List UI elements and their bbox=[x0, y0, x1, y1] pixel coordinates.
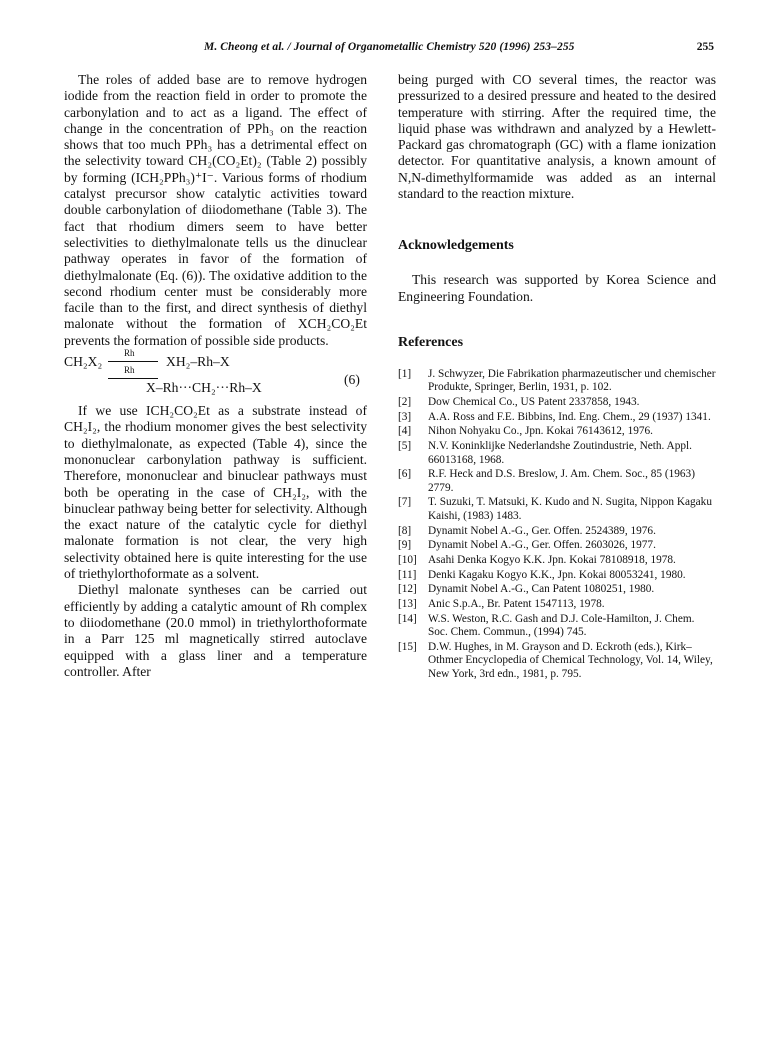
reference-number: [8] bbox=[398, 524, 412, 537]
reference-number: [5] bbox=[398, 440, 412, 453]
reference-text: A.A. Ross and F.E. Bibbins, Ind. Eng. Chem., 29 (1937) 1341. bbox=[428, 410, 711, 423]
reference-item bbox=[398, 569, 716, 582]
reference-number: [11] bbox=[398, 568, 417, 581]
reference-text: J. Schwyzer, Die Fabrikation pharmazeutischer und chemischer Produkte, Springer, Berlin, 1931, p. 102. bbox=[428, 367, 716, 394]
reference-number: [6] bbox=[398, 468, 412, 481]
reference-number: [13] bbox=[398, 598, 417, 611]
reference-text: Dynamit Nobel A.-G., Can Patent 1080251, 1980. bbox=[428, 583, 655, 596]
reference-item bbox=[398, 440, 716, 467]
eq-arrow-label-2: Rh bbox=[124, 365, 135, 376]
reference-text: Asahi Denka Kogyo K.K. Jpn. Kokai 78108918, 1978. bbox=[428, 553, 676, 566]
reference-text: Dynamit Nobel A.-G., Ger. Offen. 2603026, 1977. bbox=[428, 539, 656, 552]
reference-item bbox=[398, 525, 716, 538]
eq-arrow-2 bbox=[108, 378, 158, 379]
paragraph-experimental: Diethyl malonate syntheses can be carried out efficiently by adding a catalytic amount of Rh complex to diiodomethane (20.0 mmol) in triethylorthoformate in a Parr 125 ml magnetically stirred autoclave equipped with a glass liner and a temperature controller. After bbox=[64, 582, 367, 679]
eq-intermediate: XH₂–Rh–X bbox=[166, 354, 230, 370]
left-column bbox=[64, 72, 367, 680]
reference-text: Denki Kagaku Kogyo K.K., Jpn. Kokai 80053241, 1980. bbox=[428, 568, 686, 581]
reference-number: [15] bbox=[398, 640, 417, 653]
reference-item bbox=[398, 396, 716, 409]
reference-item bbox=[398, 598, 716, 611]
reference-text: R.F. Heck and D.S. Breslow, J. Am. Chem. Soc., 85 (1963) 2779. bbox=[428, 468, 695, 494]
reference-number: [12] bbox=[398, 583, 417, 596]
reference-item bbox=[398, 539, 716, 552]
reference-item bbox=[398, 641, 716, 681]
eq-reactant: CH₂X₂ bbox=[64, 354, 103, 370]
reference-number: [14] bbox=[398, 612, 417, 625]
reference-number: [9] bbox=[398, 539, 412, 552]
reference-item bbox=[398, 368, 716, 395]
equation-6 bbox=[64, 348, 367, 400]
eq-number: (6) bbox=[344, 372, 360, 388]
eq-dinuclear-product: X–Rh···CH₂···Rh–X bbox=[146, 380, 262, 396]
reference-item bbox=[398, 496, 716, 523]
reference-text: Dow Chemical Co., US Patent 2337858, 1943. bbox=[428, 396, 640, 409]
paragraph-base-role: The roles of added base are to remove hydrogen iodide from the reaction field in order to promote the carbonylation and to act as a ligand. The effect of change in the concentration of PPh₃ on the reaction shows that too much PPh₃ has a detrimental effect on the selectivity toward CH₂(CO₂Et)₂ (Table 2) possibly by forming (ICH₂PPh₃)⁺I⁻. Various forms of rhodium catalyst precursor show catalytic activities toward double carbonylation of diiodomethane (Table 3). The fact that rhodium dimers seem to have better selectivities to diethylmalonate tells us the dinuclear pathway operates in favor of the formation of diethylmalonate (Eq. (6)). The oxidative addition to the second rhodium center must be considerably more facile than to the first, and direct synthesis of diethyl malonate without the formation of XCH₂CO₂Et prevents the formation of possible side products. bbox=[64, 72, 367, 348]
eq-arrow-label-1: Rh bbox=[124, 348, 135, 359]
reference-text: D.W. Hughes, in M. Grayson and D. Eckroth (eds.), Kirk–Othmer Encyclopedia of Chemical Technology, Vol. 14, Wiley, New York, 3rd edn., 1981, p. 795. bbox=[428, 640, 713, 680]
reference-list bbox=[398, 368, 716, 681]
right-column bbox=[398, 72, 716, 682]
acknowledgements-text: This research was supported by Korea Science and Engineering Foundation. bbox=[398, 272, 716, 304]
reference-text: W.S. Weston, R.C. Gash and D.J. Cole-Hamilton, J. Chem. Soc. Chem. Commun., (1994) 745. bbox=[428, 612, 695, 639]
reference-item bbox=[398, 425, 716, 438]
paragraph-monomer-selectivity: If we use ICH₂CO₂Et as a substrate instead of CH₂I₂, the rhodium monomer gives the best selectivity to diethylmalonate, as expected (Table 4), since the mononuclear carbonylation pathway is sufficient. Therefore, mononuclear and binuclear pathways must both be operating in the case of CH₂I₂, with the binuclear pathway being better for selectivity. Although the exact nature of the catalytic cycle for diethyl malonate formation is not clear, the very high selectivity obtained here is quite interesting for the use of triethylorthoformate as a solvent. bbox=[64, 403, 367, 582]
reference-number: [2] bbox=[398, 396, 412, 409]
reference-number: [4] bbox=[398, 425, 412, 438]
references-heading: References bbox=[398, 334, 464, 350]
reference-item bbox=[398, 411, 716, 424]
running-title: M. Cheong et al. / Journal of Organometallic Chemistry 520 (1996) 253–255 bbox=[204, 41, 575, 53]
paragraph-experimental-continued: being purged with CO several times, the reactor was pressurized to a desired pressure and heated to the desired temperature with stirring. After the required time, the liquid phase was withdrawn and analyzed by a Hewlett-Packard gas chromatograph (GC) with a flame ionization detector. For quantitative analysis, a known amount of N,N-dimethylformamide was added as an internal standard to the reaction mixture. bbox=[398, 72, 716, 202]
reference-number: [1] bbox=[398, 367, 412, 380]
reference-number: [3] bbox=[398, 410, 412, 423]
reference-text: Anic S.p.A., Br. Patent 1547113, 1978. bbox=[428, 598, 605, 611]
reference-item bbox=[398, 554, 716, 567]
reference-item bbox=[398, 613, 716, 640]
reference-number: [10] bbox=[398, 553, 417, 566]
reference-text: N.V. Koninklijke Nederlandshe Zoutindustrie, Neth. Appl. 66013168, 1968. bbox=[428, 440, 692, 466]
reference-text: T. Suzuki, T. Matsuki, K. Kudo and N. Sugita, Nippon Kagaku Kaishi, (1983) 1483. bbox=[428, 496, 712, 522]
reference-number: [7] bbox=[398, 496, 412, 509]
reference-text: Dynamit Nobel A.-G., Ger. Offen. 2524389, 1976. bbox=[428, 524, 656, 537]
acknowledgements-heading: Acknowledgements bbox=[398, 238, 514, 254]
eq-arrow-1 bbox=[108, 361, 158, 362]
reference-item bbox=[398, 468, 716, 495]
running-header bbox=[64, 41, 714, 59]
reference-text: Nihon Nohyaku Co., Jpn. Kokai 76143612, 1976. bbox=[428, 425, 653, 438]
page-number: 255 bbox=[696, 41, 714, 53]
reference-item bbox=[398, 583, 716, 596]
